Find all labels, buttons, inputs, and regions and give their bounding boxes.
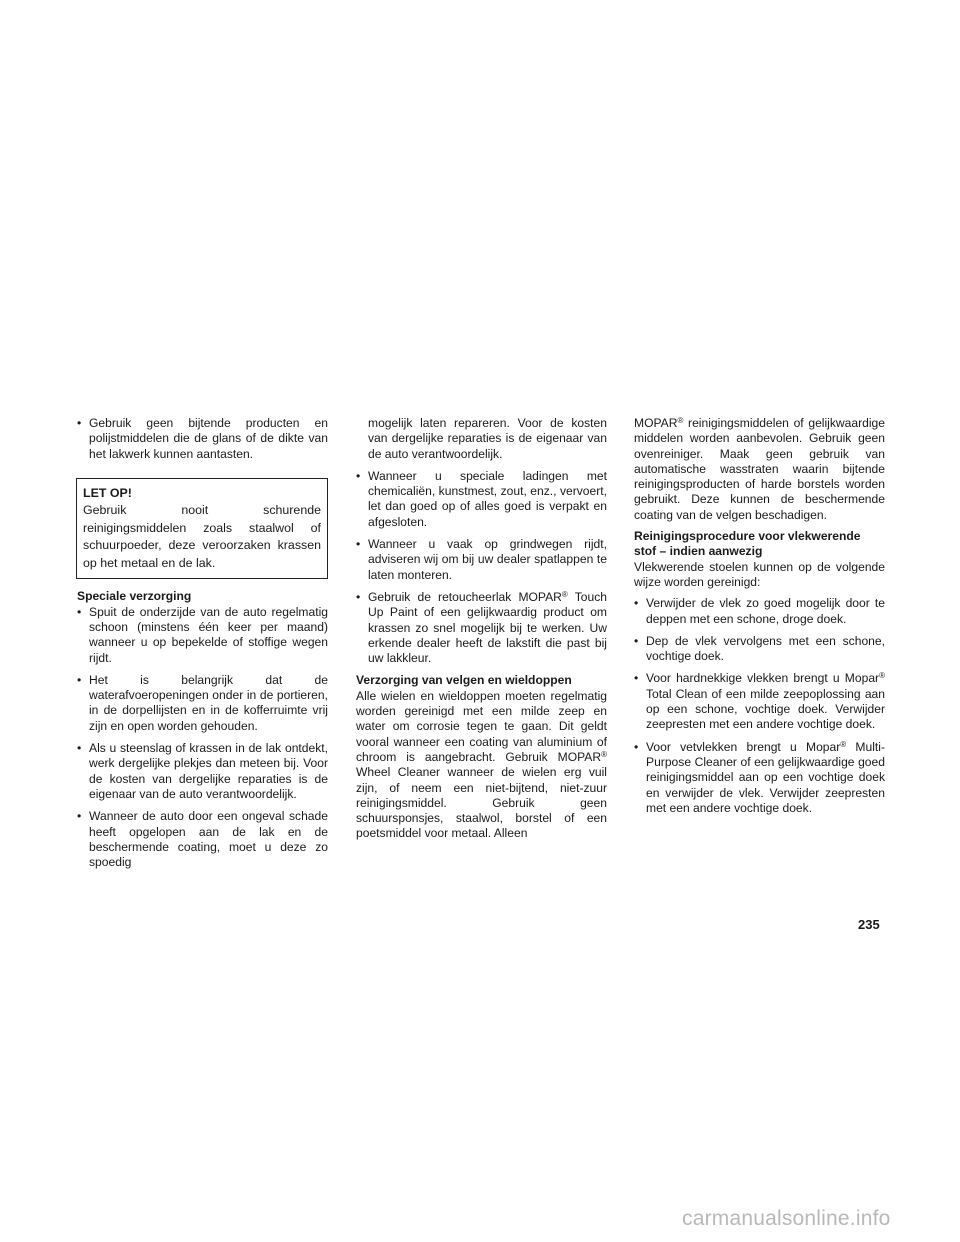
watermark: carmanualsonline.info <box>682 1207 891 1230</box>
list-item: • Wanneer u vaak op grindwegen rijdt, adviseren wij om bij uw dealer spatlappen te laten monteren. <box>356 537 607 583</box>
list-item: • Voor hardnekkige vlekken brengt u Mopar® Total Clean of een milde zeepoplossing aan op een schone, vochtige doek. Verwijder zeepresten met een andere vochtige doek. <box>634 671 885 732</box>
section-heading: Verzorging van velgen en wieldoppen <box>356 673 572 688</box>
column-1 <box>77 416 328 877</box>
section-heading: Speciale verzorging <box>77 589 192 604</box>
column-2 <box>356 416 607 848</box>
list-item: • Gebruik geen bijtende producten en polijstmiddelen die de glans of de dikte van het lakwerk kunnen aantasten. <box>77 416 328 462</box>
list-item: • Als u steenslag of krassen in de lak ontdekt, werk dergelijke plekjes dan meteen bij. Voor de kosten van dergelijke reparaties is de eigenaar van de auto verantwoordelijk. <box>77 741 328 802</box>
paragraph: Alle wielen en wieldoppen moeten regelmatig worden gereinigd met een milde zeep en water om corrosie tegen te gaan. Dit geldt vooral wanneer een coating van aluminium of chroom is aangebracht. Gebruik MOPAR® Wheel Cleaner wanneer de wielen erg vuil zijn, of neem een niet-bijtend, niet-zuur reinigingsmiddel. Gebruik geen schuursponsjes, staalwol, borstel of een poetsmiddel voor metaal. Alleen <box>356 688 607 841</box>
list-item: • Dep de vlek vervolgens met een schone, vochtige doek. <box>634 634 885 665</box>
paragraph: Vlekwerende stoelen kunnen op de volgende wijze worden gereinigd: <box>634 559 885 589</box>
continued-text: mogelijk laten repareren. Voor de kosten van dergelijke reparaties is de eigenaar van de auto verantwoordelijk. <box>368 416 607 461</box>
list-item: • Wanneer u speciale ladingen met chemicaliën, kunstmest, zout, enz., vervoert, let dan goed op of alles goed is verpakt en afgesloten. <box>356 469 607 530</box>
section-heading: Reinigingsprocedure voor vlekwerende stof – indien aanwezig <box>634 529 861 559</box>
list-item: • Voor vetvlekken brengt u Mopar® Multi-Purpose Cleaner of een gelijkwaardige goed reinigingsmiddel aan op een vochtige doek en verwijder de vlek. Verwijder zeepresten met een andere vochtige doek. <box>634 740 885 816</box>
list-item: • Spuit de onderzijde van de auto regelmatig schoon (minstens één keer per maand) wanneer u op bepekelde of stoffige wegen rijdt. <box>77 605 328 666</box>
warning-box <box>76 478 328 580</box>
column-3 <box>634 416 885 823</box>
list-item: • Wanneer de auto door een ongeval schade heeft opgelopen aan de lak en de beschermende coating, moet u deze zo spoedig <box>77 809 328 870</box>
page-number: 235 <box>858 917 880 932</box>
list-item: • Het is belangrijk dat de waterafvoeropeningen onder in de portieren, in de dorpellijsten en in de kofferruimte vrij zijn en open worden gehouden. <box>77 673 328 734</box>
warning-title: LET OP! <box>83 485 132 500</box>
paragraph: MOPAR® reinigingsmiddelen of gelijkwaardige middelen worden aanbevolen. Gebruik geen ovenreiniger. Maak geen gebruik van automatische wasstraten waarin bijtende reinigingsproducten of harde borstels worden gebruikt. Deze kunnen de beschermende coating van de velgen beschadigen. <box>634 416 885 522</box>
list-item: • Gebruik de retoucheerlak MOPAR® Touch Up Paint of een gelijkwaardig product om krassen zo snel mogelijk bij te werken. Uw erkende dealer heeft de lakstift die past bij uw lakkleur. <box>356 590 607 666</box>
warning-text: Gebruik nooit schurende reinigingsmiddelen zoals staalwol of schuurpoeder, deze veroorzaken krassen op het metaal en de lak. <box>83 503 321 570</box>
list-item: • Verwijder de vlek zo goed mogelijk door te deppen met een schone, droge doek. <box>634 596 885 627</box>
